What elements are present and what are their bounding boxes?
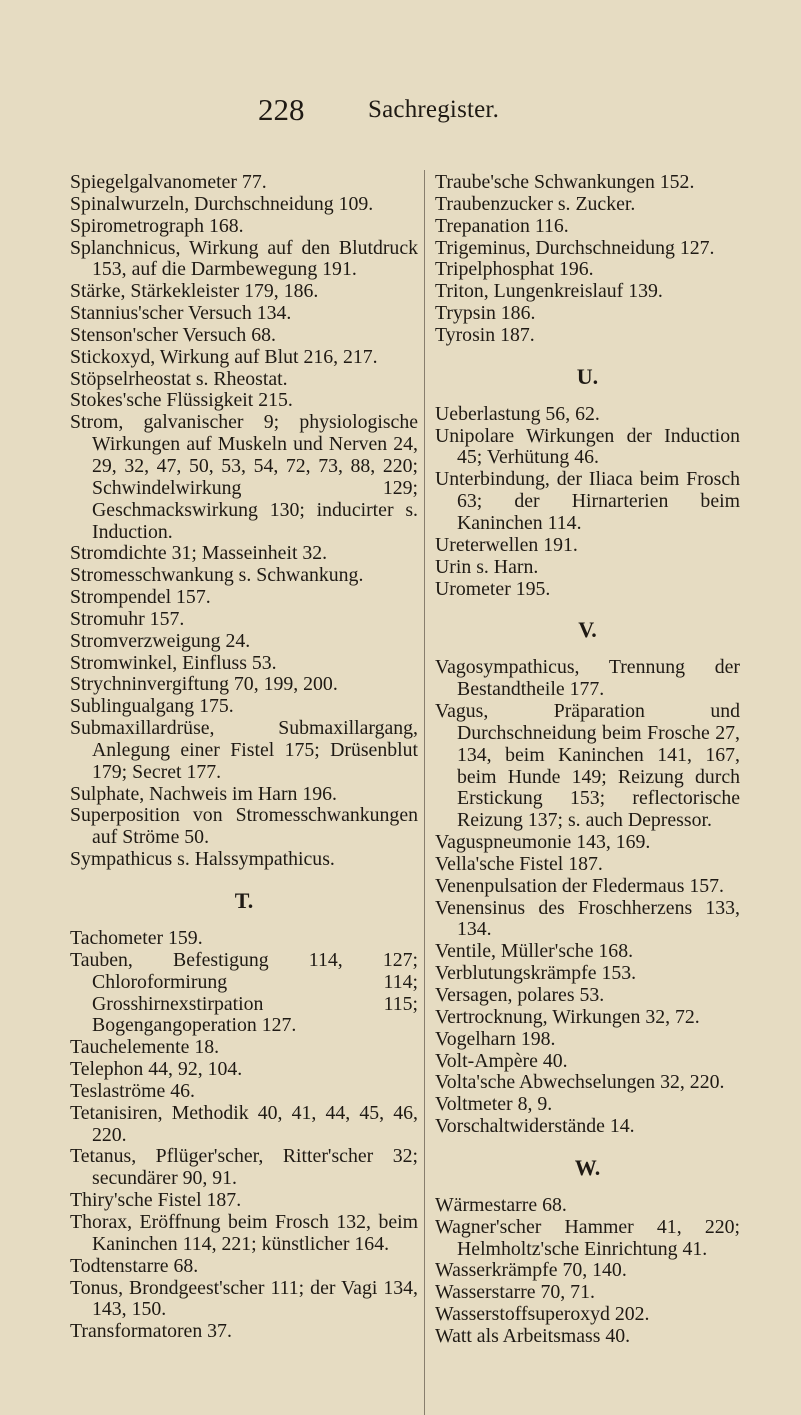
index-entry: Thorax, Eröffnung beim Frosch 132, beim Kaninchen 114, 221; künstlicher 164.	[70, 1210, 418, 1255]
index-entry: Trypsin 186.	[435, 302, 536, 325]
index-entry: Vogelharn 198.	[435, 1027, 556, 1050]
index-entry: Vagosympathicus, Trennung der Bestandtheile 177.	[435, 656, 740, 701]
index-entry: Stickoxyd, Wirkung auf Blut 216, 217.	[70, 345, 378, 368]
index-entry: Strychninvergiftung 70, 199, 200.	[70, 673, 338, 696]
index-entry: Submaxillardrüse, Submaxillargang, Anlegung einer Fistel 175; Drüsenblut 179; Secret 177.	[70, 717, 418, 783]
index-entry: Watt als Arbeitsmass 40.	[435, 1324, 631, 1347]
index-entry: Transformatoren 37.	[70, 1320, 232, 1343]
index-column-left	[70, 172, 418, 1343]
index-entry: Stromesschwankung s. Schwankung.	[70, 564, 364, 587]
index-entry: Thiry'sche Fistel 187.	[70, 1189, 242, 1212]
index-entry: Vaguspneumonie 143, 169.	[435, 831, 651, 854]
index-entry: Spinalwurzeln, Durchschneidung 109.	[70, 192, 374, 215]
index-entry: Stenson'scher Versuch 68.	[70, 323, 276, 346]
index-entry: Venensinus des Froschherzens 133, 134.	[435, 896, 740, 941]
section-letter-heading: W.	[574, 1154, 601, 1180]
index-entry: Unterbindung, der Iliaca beim Frosch 63; der Hirnarterien beim Kaninchen 114.	[435, 468, 740, 534]
index-entry: Traube'sche Schwankungen 152.	[435, 171, 695, 193]
index-entry: Stöpselrheostat s. Rheostat.	[70, 367, 288, 390]
index-entry: Triton, Lungenkreislauf 139.	[435, 280, 663, 303]
index-entry: Vella'sche Fistel 187.	[435, 852, 603, 875]
index-entry: Telephon 44, 92, 104.	[70, 1058, 243, 1081]
index-entry: Tetanus, Pflüger'scher, Ritter'scher 32; secundärer 90, 91.	[70, 1145, 418, 1190]
index-entry: Venenpulsation der Fledermaus 157.	[435, 874, 724, 897]
page-number: 228	[258, 92, 305, 127]
index-entry: Spirometrograph 168.	[70, 214, 244, 237]
index-entry: Stromverzweigung 24.	[70, 629, 251, 652]
page-header	[0, 92, 801, 132]
index-entry: Stromwinkel, Einfluss 53.	[70, 651, 277, 674]
index-entry: Tachometer 159.	[70, 927, 203, 949]
index-entry: Wärmestarre 68.	[435, 1193, 567, 1216]
index-entry: Traubenzucker s. Zucker.	[435, 192, 636, 215]
index-entry: Sympathicus s. Halssympathicus.	[70, 848, 335, 871]
index-entry: Urometer 195.	[435, 577, 551, 600]
index-entry: Volt-Ampère 40.	[435, 1049, 568, 1072]
running-head: Sachregister.	[368, 96, 500, 123]
index-entry: Verblutungskrämpfe 153.	[435, 962, 637, 985]
index-entry: Voltmeter 8, 9.	[435, 1093, 553, 1116]
index-entry: Volta'sche Abwechselungen 32, 220.	[435, 1071, 725, 1094]
index-entry: Strompendel 157.	[70, 586, 211, 609]
index-column-right	[435, 172, 740, 1348]
index-entry: Wasserstoffsuperoxyd 202.	[435, 1303, 650, 1326]
index-entry: Strom, galvanischer 9; physiologische Wirkungen auf Muskeln und Nerven 24, 29, 32, 47, 50, 53, 54, 72, 73, 88, 220; Schwindelwirkung 129; Geschmackswirkung 130; inducirter s. Induction.	[70, 411, 418, 543]
index-entry: Tyrosin 187.	[435, 323, 535, 346]
index-entry: Wasserkrämpfe 70, 140.	[435, 1259, 627, 1282]
index-entry: Sulphate, Nachweis im Harn 196.	[70, 782, 337, 805]
index-entry: Todtenstarre 68.	[70, 1254, 199, 1277]
index-entry: Tauchelemente 18.	[70, 1036, 220, 1059]
index-entry: Vorschaltwiderstände 14.	[435, 1115, 635, 1138]
index-entry: Trigeminus, Durchschneidung 127.	[435, 236, 715, 259]
index-entry: Wagner'scher Hammer 41, 220; Helmholtz'sche Einrichtung 41.	[435, 1215, 740, 1260]
index-entry: Ventile, Müller'sche 168.	[435, 940, 634, 963]
index-entry: Vertrocknung, Wirkungen 32, 72.	[435, 1005, 700, 1028]
index-entry: Teslaströme 46.	[70, 1079, 195, 1102]
index-entry: Ureterwellen 191.	[435, 533, 578, 556]
index-entry: Tauben, Befestigung 114, 127; Chloroformirung 114; Grosshirnexstirpation 115; Bogengangoperation 127.	[70, 948, 418, 1037]
index-entry: Stannius'scher Versuch 134.	[70, 302, 292, 325]
index-entry: Stromdichte 31; Masseinheit 32.	[70, 542, 328, 565]
index-entry: Wasserstarre 70, 71.	[435, 1281, 595, 1304]
index-entry: Tripelphosphat 196.	[435, 258, 594, 281]
index-entry: Stromuhr 157.	[70, 607, 185, 630]
index-entry: Vagus, Präparation und Durchschneidung beim Frosche 27, 134, beim Kaninchen 141, 167, beim Hunde 149; Reizung durch Erstickung 153; reflectorische Reizung 137; s. auch Depressor.	[435, 700, 740, 832]
index-entry: Trepanation 116.	[435, 214, 569, 237]
section-letter-heading: T.	[234, 888, 254, 913]
index-entry: Sublingualgang 175.	[70, 695, 234, 718]
section-letter-heading: V.	[578, 617, 597, 643]
index-entry: Unipolare Wirkungen der Induction 45; Verhütung 46.	[435, 424, 740, 469]
index-entry: Stokes'sche Flüssigkeit 215.	[70, 389, 293, 412]
section-letter-heading: U.	[576, 363, 599, 389]
index-entry: Tonus, Brondgeest'scher 111; der Vagi 134, 143, 150.	[70, 1276, 418, 1321]
index-entry: Ueberlastung 56, 62.	[435, 402, 600, 425]
index-entry: Versagen, polares 53.	[435, 984, 605, 1006]
index-entry: Stärke, Stärkekleister 179, 186.	[70, 280, 319, 303]
index-entry: Tetanisiren, Methodik 40, 41, 44, 45, 46, 220.	[70, 1101, 418, 1146]
index-entry: Superposition von Stromesschwankungen auf Ströme 50.	[70, 804, 418, 849]
column-divider	[424, 170, 425, 1415]
index-entry: Splanchnicus, Wirkung auf den Blutdruck 153, auf die Darmbewegung 191.	[70, 236, 418, 281]
index-entry: Urin s. Harn.	[435, 555, 539, 578]
index-entry: Spiegelgalvanometer 77.	[70, 171, 267, 193]
